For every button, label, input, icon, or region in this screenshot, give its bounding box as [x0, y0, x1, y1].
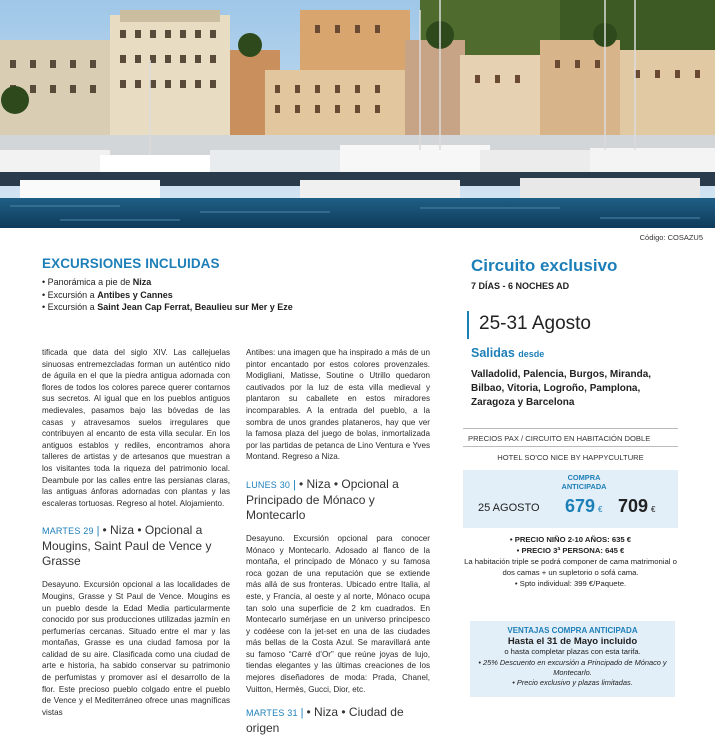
circuit-duration: 7 DÍAS - 6 NOCHES AD: [471, 281, 570, 291]
price-notes: [463, 534, 678, 589]
early-booking-benefit: • 25% Descuento en excursión a Principado de Mónaco y Montecarlo.: [478, 657, 667, 677]
departures-suffix: desde: [518, 349, 545, 359]
early-booking-benefit: • Precio exclusivo y plazas limitadas.: [512, 677, 633, 687]
early-booking-box: [470, 621, 675, 697]
excursions-title: EXCURSIONES INCLUIDAS: [42, 256, 220, 271]
itinerary-text: Antibes: una imagen que ha inspirado a más de un pintor encantado por estos colores provenzales. Modigliani, Matisse, Soutine o Utrillo quedaron cautivados por la luz de esta villa medieval y plantaron su caballete en estos miradores incomparables. A la entrada del pueblo, a la sombra de unos grandes plataneros, hay que ver la famosa plaza del juego de bolas, inmortalizada por las partidas de petanca de Lino Ventura e Yves Montand. Regreso a Niza.: [246, 348, 430, 462]
child-price: • PRECIO NIÑO 2-10 AÑOS: 635 €: [509, 535, 632, 544]
travel-dates: 25-31 Agosto: [467, 311, 591, 339]
circuit-header: [471, 256, 681, 291]
day-title: • Niza • Ciudad de origen: [246, 705, 404, 736]
price-box: [463, 470, 678, 528]
triple-room-note: La habitación triple se podrá componer de cama matrimonial o dos camas + un supletorio o sofá cama.: [464, 557, 677, 577]
hotel-name: HOTEL SO'CO NICE BY HAPPYCULTURE: [463, 446, 678, 462]
circuit-title: Circuito exclusivo: [471, 256, 618, 275]
early-booking-deadline: Hasta el 31 de Mayo incluido: [507, 636, 638, 647]
day-title: • Niza • Opcional a Mougins, Saint Paul de Vence y Grasse: [42, 523, 212, 569]
early-booking-title: VENTAJAS COMPRA ANTICIPADA: [507, 626, 638, 635]
single-supplement: • Spto individual: 399 €/Paquete.: [514, 579, 627, 588]
list-item: • Excursión a Saint Jean Cap Ferrat, Beaulieu sur Mer y Eze: [42, 302, 293, 312]
itinerary-text: Desayuno. Excursión opcional a las localidades de Mougins, Grasse y St Paul de Vence. Mougins es un pueblo desde la Edad Media particularmente conocido por sus producciones utilizadas jazmín en perfumerías cercanas. Situado entre el mar y las montañas, Grasse es una ciudad famosa por la calidad de su aire. Clasificada como una ciudad de arte e historia, ha sabido conservar su patrimonio de perfumistas y promover así el desarrollo de la flor. Este precioso pueblo colgado entre el pueblo de Vence y el Mediterráneo ofrece unas magníficas vistas: [42, 580, 230, 717]
itinerary-text: Desayuno. Excursión opcional para conocer Mónaco y Montecarlo. Adosado al flanco de la montaña, el principado de Mónaco y su famosa roca gozan de una reputación que se extiende más allá de sus fronteras. Ubicado entre Italia, al este, y Francia, al oeste y al norte, Mónaco ocupa tan solo una superficie de 2 km cuadrados. En Montecarlo sumérjase en un universo principesco y codéese con la jet-set en una de las ciudades más bellas de la Costa Azul. Se maravillará ante su famoso “Carré d’Or” que reúne joyas de lujo, tiendas elegantes y las últimas creaciones de los mejores diseñadores de moda: Prada, Chanel, Vuitton, Hermès, Gucci, Dior, etc.: [246, 533, 430, 694]
departure-cities: Valladolid, Palencia, Burgos, Miranda, Bilbao, Vitoria, Logroño, Pamplona, Zaragoza y Barcelona: [471, 369, 652, 408]
harbour-photo: [0, 0, 715, 228]
regular-price: 709 €: [618, 496, 656, 516]
itinerary-column-2: [246, 347, 430, 746]
day-date: LUNES 30: [246, 479, 291, 490]
day-heading: MARTES 31 | • Niza • Ciudad de origen: [246, 705, 404, 736]
prices-section: [463, 428, 678, 462]
hero-photo: [0, 0, 715, 228]
day-heading: MARTES 29 | • Niza • Opcional a Mougins, Saint Paul de Vence y Grasse: [42, 523, 212, 569]
early-booking-sub: o hasta completar plazas con esta tarifa.: [504, 647, 641, 656]
product-code: Código: COSAZU5: [639, 233, 703, 242]
prices-header: PRECIOS PAX / CIRCUITO EN HABITACIÓN DOBLE: [468, 434, 651, 443]
early-price: 679 €: [565, 496, 603, 516]
day-heading: LUNES 30 | • Niza • Opcional a Principado de Mónaco y Montecarlo: [246, 476, 399, 522]
list-item: • Panorámica a pie de Niza: [42, 277, 152, 287]
third-person-price: • PRECIO 3ª PERSONA: 645 €: [516, 546, 625, 555]
day-date: MARTES 31: [246, 708, 298, 719]
itinerary-text: tificada que data del siglo XIV. Las callejuelas sinuosas entremezcladas forman un auténtico nido de águila en el que la piedra antigua adornada con flores de todos los colores parece querer contarnos sus secretos. Al igual que en los pueblos antiguos medievales, pasamos bajo las bóvedas de las casas y atravesamos suelos irregulares que contribuyen al encanto de esta villa secular. En los antiguos establos y rediles, encontramos ahora talleres de artistas y de artesanos que muestran a los visitantes toda la riqueza del patrimonio local. Deambule por las calles entre las persianas claras, las antiguas ánforas adornadas con plantas y las escaleras tortuosas. Regreso al hotel. Alojamiento.: [42, 348, 230, 508]
day-date: MARTES 29: [42, 526, 94, 537]
excursions-list: [42, 276, 442, 314]
price-date: 25 AGOSTO: [478, 502, 540, 514]
day-title: • Niza • Opcional a Principado de Mónaco y Montecarlo: [246, 476, 399, 522]
itinerary-column-1: [42, 347, 230, 718]
list-item: • Excursión a Antibes y Cannes: [42, 289, 173, 300]
early-booking-label: COMPRA ANTICIPADA: [561, 473, 607, 491]
excursions-section: [42, 256, 442, 314]
departures-label: Salidas: [471, 346, 515, 360]
departures-heading: [471, 346, 544, 360]
